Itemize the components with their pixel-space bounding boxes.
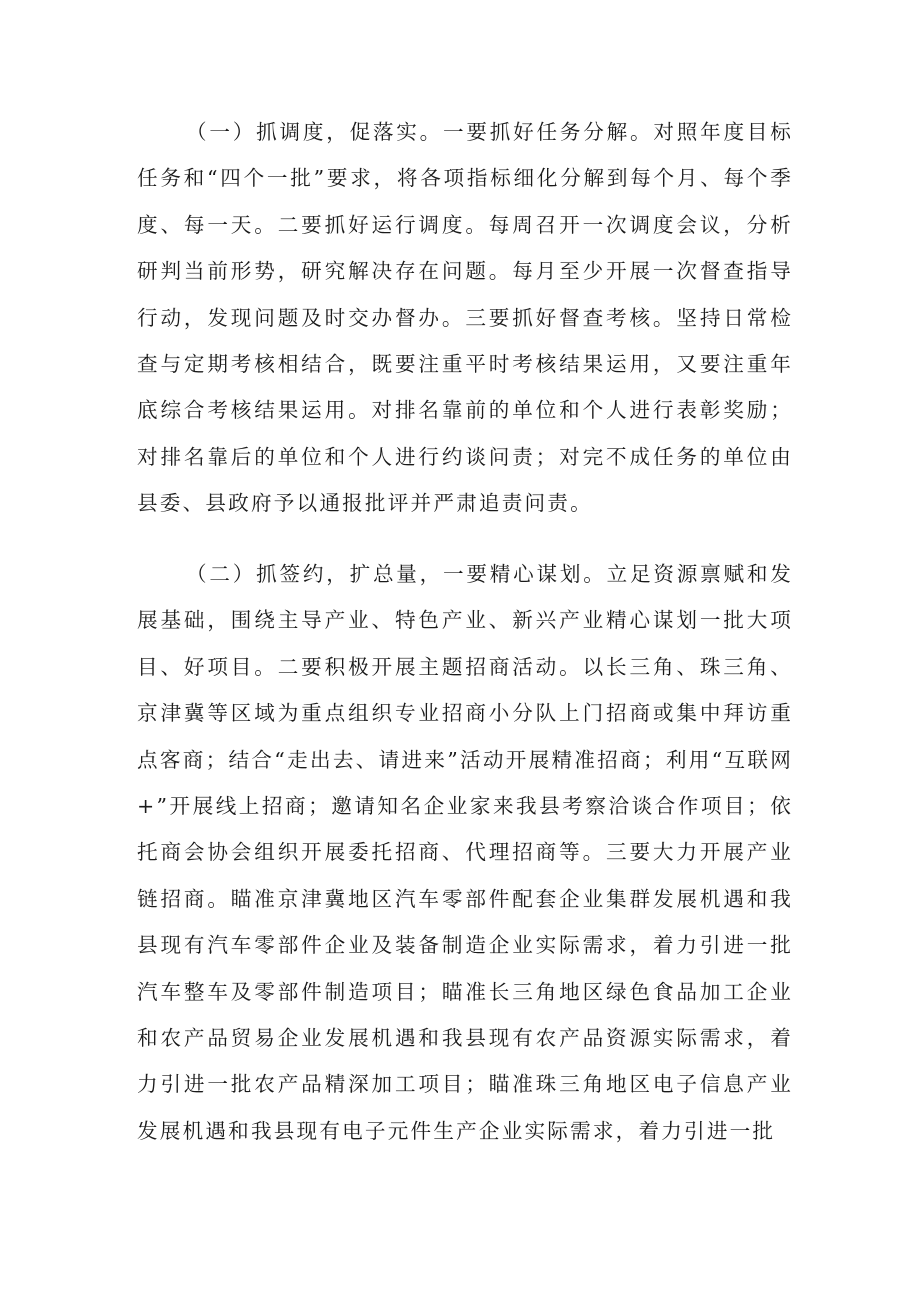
paragraph-section-2: （二）抓签约，扩总量，一要精心谋划。立足资源禀赋和发展基础，围绕主导产业、特色产业、新兴产业精心谋划一批大项目、好项目。二要积极开展主题招商活动。以长三角、珠三角、京津冀等区域为重点组织专业招商小分队上门招商或集中拜访重点客商；结合“走出去、请进来”活动开展精准招商；利用“互联网+”开展线上招商；邀请知名企业家来我县考察洽谈合作项目；依托商会协会组织开展委托招商、代理招商等。三要大力开展产业链招商。瞄准京津冀地区汽车零部件配套企业集群发展机遇和我县现有汽车零部件企业及装备制造企业实际需求，着力引进一批汽车整车及零部件制造项目；瞄准长三角地区绿色食品加工企业和农产品贸易企业发展机遇和我县现有农产品资源实际需求，着力引进一批农产品精深加工项目；瞄准珠三角地区电子信息产业发展机遇和我县现有电子元件生产企业实际需求，着力引进一批 — [137, 562, 793, 1143]
paragraph-section-1: （一）抓调度，促落实。一要抓好任务分解。对照年度目标任务和“四个一批”要求，将各项指标细化分解到每个月、每个季度、每一天。二要抓好运行调度。每周召开一次调度会议，分析研判当前形势，研究解决存在问题。每月至少开展一次督查指导行动，发现问题及时交办督办。三要抓好督查考核。坚持日常检查与定期考核相结合，既要注重平时考核结果运用，又要注重年底综合考核结果运用。对排名靠前的单位和个人进行表彰奖励；对排名靠后的单位和个人进行约谈问责；对完不成任务的单位由县委、县政府予以通报批评并严肃追责问责。 — [137, 120, 793, 516]
